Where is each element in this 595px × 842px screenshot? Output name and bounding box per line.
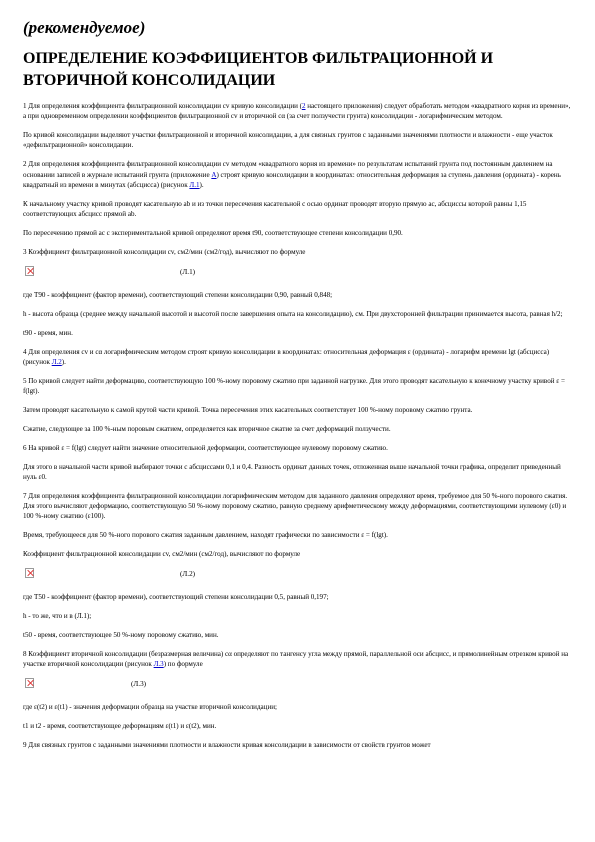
paragraph-text: 8 Коэффициент вторичной консолидации (безразмерная величина) cα определяют по тангенсу угла между прямой, параллельной оси абсцисс, и прямолинейным отрезком кривой на участке вторичной консолидации (рисунок (23, 649, 569, 668)
paragraph-12: Затем проводят касательную к самой крутой части кривой. Точка пересечения этих касательных соответствует 100 %-ному поровому сжатию грунта. (23, 405, 473, 414)
paragraph-13: Сжатие, следующее за 100 %-ным поровым сжатием, определяется как вторичное сжатие за счет деформаций ползучести. (23, 424, 391, 433)
appendix-subtitle: (рекомендуемое) (23, 18, 146, 37)
paragraph-6: 3 Коэффициент фильтрационной консолидации cv, см2/мин (см2/год), вычисляют по формуле (23, 247, 306, 256)
paragraph-2: По кривой консолидации выделяют участки фильтрационной и вторичной консолидации, а для связных грунтов с заданными значениями плотности и влажности - еще участок «дефильтрационной» консолидации. (23, 131, 553, 150)
paragraph-text: настоящего приложения) следует обработать методом «квадратного корня из времени», а при одновременном определении коэффициентов фильтрационной cv и вторичной cα (за счет ползучести грунта) консолидации - логарифмическим методом. (23, 102, 571, 121)
paragraph-23: где ε(t2) и ε(t1) - значения деформации образца на участке вторичной консолидации; (23, 702, 277, 711)
paragraph-text: 4 Для определения cv и cα логарифмическим методом строят кривую консолидации в координатах: относительная деформация ε (ордината) - логарифм времени lgt (абсцисса) (рисунок (23, 347, 550, 366)
figure-l1-link[interactable]: Л.1 (189, 180, 200, 189)
paragraph-21: t50 - время, соответствующее 50 %-ному поровому сжатию, мин. (23, 630, 219, 639)
paragraph-text: 1 Для определения коэффициента фильтрационной консолидации cv кривую консолидации ( (23, 102, 302, 110)
paragraph-5: По пересечению прямой ac с экспериментальной кривой определяют время t90, соответствующее степени консолидации 0,90. (23, 229, 403, 238)
broken-image-icon (25, 568, 34, 578)
paragraph-10 (23, 347, 575, 368)
paragraph-25: 9 Для связных грунтов с заданными значениями плотности и влажности кривая консолидации в зависимости от свойств грунтов может (23, 740, 431, 749)
paragraph-22 (23, 649, 575, 670)
document-page (23, 18, 575, 759)
paragraph-text: ) строят кривую консолидации в координатах: относительная деформация за ступень давления (ордината) - корень квадратный из времени в минутах (абсцисса) (рисунок (23, 170, 561, 189)
paragraph-24: t1 и t2 - время, соответствующее деформациям ε(t1) и ε(t2), мин. (23, 721, 217, 730)
paragraph-3 (23, 159, 575, 190)
paragraph-17: Время, требующееся для 50 %-ного порового сжатия заданным давлением, находят графически по зависимости ε = f(lgt). (23, 531, 388, 540)
paragraph-text: ) по формуле (163, 659, 203, 668)
page-title: ОПРЕДЕЛЕНИЕ КОЭФФИЦИЕНТОВ ФИЛЬТРАЦИОННОЙ И ВТОРИЧНОЙ КОНСОЛИДАЦИИ (23, 50, 494, 89)
formula-number: (Л.3) (131, 679, 147, 688)
paragraph-4: К начальному участку кривой проводят касательную ab и из точки пересечения касательной с осью ординат проводят вторую прямую ac, абсциссы которой равны 1,15 соответствующих абсцисс прямой ab. (23, 199, 527, 219)
paragraph-text: ). (61, 357, 66, 366)
paragraph-19: где T50 - коэффициент (фактор времени), соответствующий степени консолидации 0,5, равный 0,197; (23, 593, 329, 601)
paragraph-20: h - то же, что и в (Л.1); (23, 611, 92, 620)
paragraph-text: ). (199, 180, 204, 189)
formula-number: (Л.2) (180, 570, 196, 578)
paragraph-16: 7 Для определения коэффициента фильтрационной консолидации логарифмическим методом для заданного давления определяют время, требуемое для 50 %-ного порового сжатия. Для этого вычисляют деформацию, соответствующую 50 %-ному поровому сжатию, равную среднему арифметическому между деформациями, соответствующими нулевому (ε0) и 100 %-ному сжатию (ε100). (23, 491, 568, 521)
appendix-a-link[interactable]: А (211, 170, 217, 179)
formula-number: (Л.1) (180, 267, 196, 276)
paragraph-14: 6 На кривой ε = f(lgt) следует найти значение относительной деформации, соответствующее нулевому поровому сжатию. (23, 443, 388, 452)
paragraph-text: 2 Для определения коэффициента фильтрационной консолидации cv методом «квадратного корня из времени» по результатам испытаний грунта под постоянным давлением на основании записей в журнале испытаний грунта (приложение (23, 160, 553, 179)
formula-l1 (23, 266, 575, 280)
paragraph-8: h - высота образца (среднее между начальной высотой и высотой после завершения опыта на консолидацию), см. При двухсторонней фильтрации принимается высота, равная h/2; (23, 309, 563, 318)
paragraph-15: Для этого в начальной части кривой выбирают точки с абсциссами 0,1 и 0,4. Разность ординат данных точек, отложенная выше начальной точки графика, определит приведенный нуль ε0. (23, 462, 561, 481)
paragraph-1 (23, 101, 575, 122)
figure-l2-link[interactable]: Л.2 (51, 357, 62, 366)
section-2-link[interactable]: 2 (301, 102, 306, 110)
formula-l2 (23, 568, 575, 582)
broken-image-icon (25, 266, 34, 276)
paragraph-18: Коэффициент фильтрационной консолидации cv, см2/мин (см2/год), вычисляют по формуле (23, 550, 301, 559)
paragraph-7: где T90 - коэффициент (фактор времени), соответствующий степени консолидации 0,90, равный 0,848; (23, 290, 333, 299)
paragraph-11: 5 По кривой следует найти деформацию, соответствующую 100 %-ному поровому сжатию при заданной нагрузке. Для этого проводят касательную к конечному участку кривой ε = f(lgt). (23, 376, 565, 395)
broken-image-icon (25, 678, 34, 688)
figure-l3-link[interactable]: Л.3 (153, 659, 164, 668)
formula-l3 (23, 678, 575, 692)
paragraph-9: t90 - время, мин. (23, 328, 73, 337)
